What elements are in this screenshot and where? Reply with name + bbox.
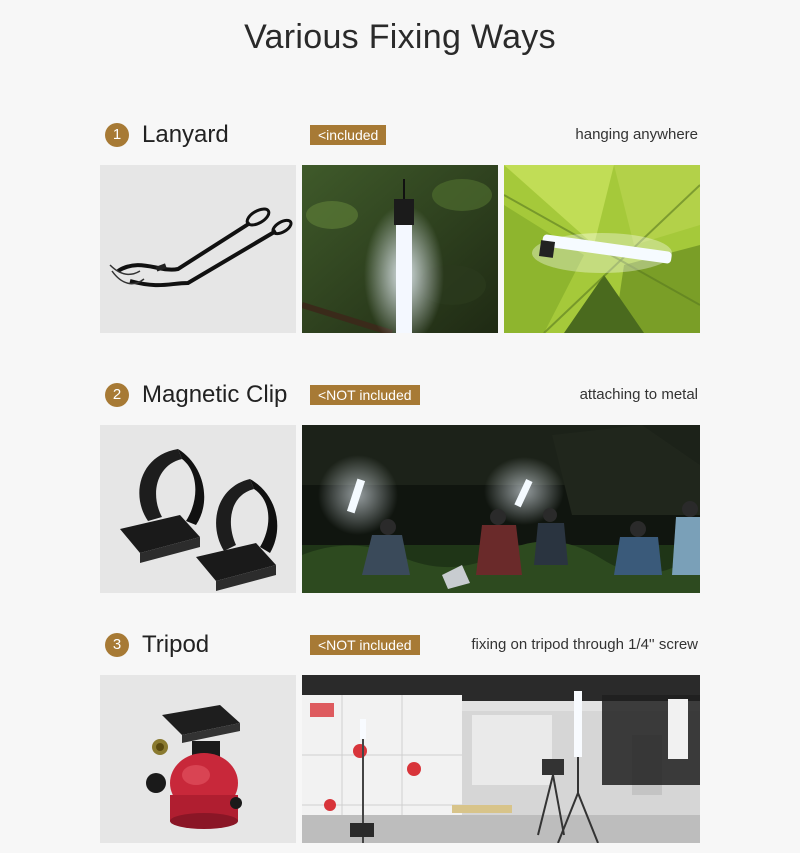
page-title: Various Fixing Ways (244, 18, 556, 56)
image-row (100, 425, 700, 593)
step-number-badge: 2 (105, 383, 129, 407)
lanyard-photo (100, 165, 296, 333)
section-title: Tripod (142, 631, 210, 658)
section-magnetic-clip (100, 380, 700, 412)
step-number-badge: 1 (105, 123, 129, 147)
section-lanyard (100, 120, 700, 152)
magnetic-clips-photo (100, 425, 296, 593)
section-title: Magnetic Clip (142, 381, 288, 408)
usage-note: attaching to metal (579, 386, 698, 403)
usage-note: hanging anywhere (575, 126, 698, 143)
tripod-ballhead-photo (100, 675, 296, 843)
section-title: Lanyard (142, 121, 229, 148)
lamp-in-tent-photo (504, 165, 700, 333)
section-tripod (100, 630, 700, 662)
usage-note: fixing on tripod through 1/4'' screw (471, 636, 698, 653)
image-row (100, 165, 700, 333)
section-header (100, 380, 700, 412)
step-number-badge: 3 (105, 633, 129, 657)
not-included-badge: <NOT included (310, 385, 420, 405)
not-included-badge: <NOT included (310, 635, 420, 655)
night-camp-photo (302, 425, 700, 593)
lamp-in-tree-photo (302, 165, 498, 333)
included-badge: <included (310, 125, 386, 145)
office-tripod-photo (302, 675, 700, 843)
section-header (100, 120, 700, 152)
section-header (100, 630, 700, 662)
image-row (100, 675, 700, 843)
